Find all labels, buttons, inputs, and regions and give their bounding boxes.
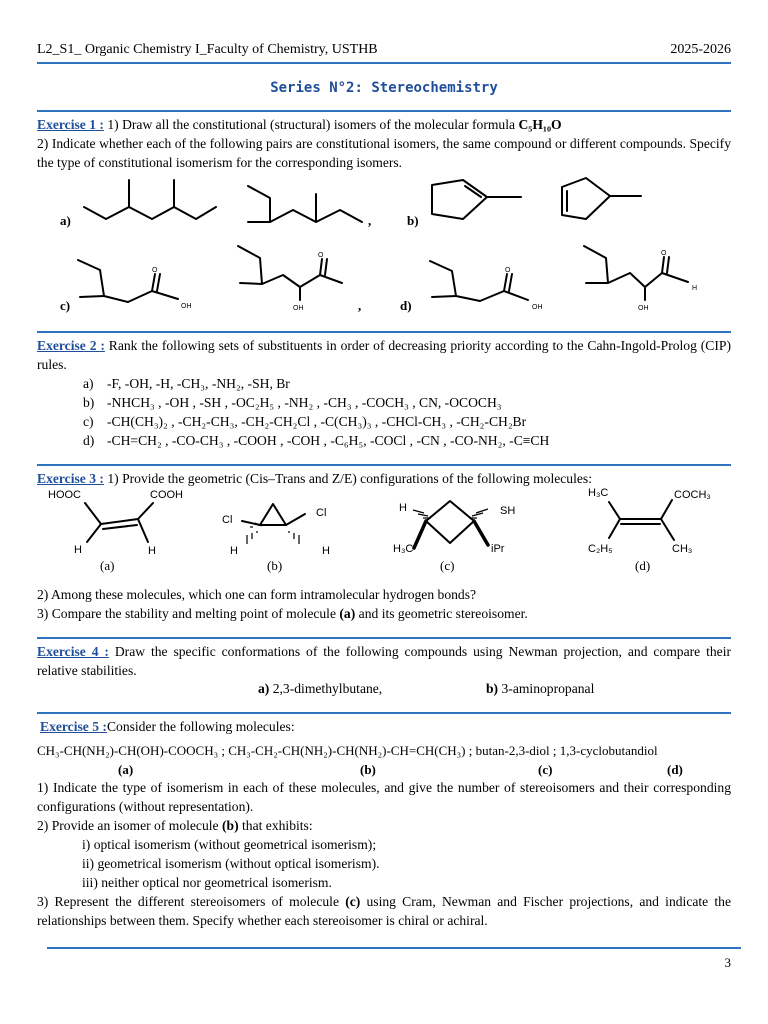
atom-label: H xyxy=(322,545,330,557)
list-item: b) -NHCH₃ , -OH , -SH , -OC₂H₅ , -NH₂ , -CH₃ , -COCH₃ , CN, -OCOCH₃ xyxy=(83,395,502,410)
exercise-1-label: Exercise 1 : xyxy=(37,117,104,132)
header-course: L2_S1_ Organic Chemistry I_Faculty of Chemistry, USTHB xyxy=(37,42,378,57)
exercise-1-text: Exercise 1 : 1) Draw all the constitutional (structural) isomers of the molecular formula C₅H₁₀O 2) Indicate whether each of the following pairs are constitutional isomers, the same compound or different compounds. Specify the type of constitutional isomerism for the corresponding isomers. xyxy=(37,117,731,170)
atom-label: iPr xyxy=(491,543,505,555)
molecule-label-b: (b) xyxy=(360,762,376,777)
page-number: 3 xyxy=(724,955,731,970)
atom-label: C₂H₅ xyxy=(588,543,613,555)
atom-label: H xyxy=(148,545,156,557)
exercise-4-text: Exercise 4 : Draw the specific conformations of the following compounds using Newman projection, and compare their relative stabilities. xyxy=(37,644,731,678)
sub-question: i) optical isomerism (without geometrical isomerism); xyxy=(82,837,377,852)
atom-o: O xyxy=(152,267,158,274)
sub-question: ii) geometrical isomerism (without optical isomerism). xyxy=(82,856,380,871)
pair-label-a: a) xyxy=(60,213,71,228)
atom-o: O xyxy=(661,250,667,257)
pair-comma: , xyxy=(368,213,372,228)
exercise-3-text: Exercise 3 : 1) Provide the geometric (Cis–Trans and Z/E) configurations of the following molecules: xyxy=(37,471,592,486)
pair-label-b: b) xyxy=(407,213,419,228)
atom-label: CH₃ xyxy=(672,543,693,555)
header-year: 2025-2026 xyxy=(670,42,731,57)
molecule-label-d: (d) xyxy=(635,558,651,573)
atom-oh: OH xyxy=(293,305,304,312)
atom-oh: OH xyxy=(181,303,192,310)
atom-label: Cl xyxy=(222,514,233,526)
atom-label: HOOC xyxy=(48,489,81,501)
atom-label: H xyxy=(230,545,238,557)
list-item: c) -CH(CH₃)₂ , -CH₂-CH₃, -CH₂-CH₂Cl , -C(CH₃)₃ , -CHCl-CH₃ , -CH₂-CH₂Br xyxy=(83,414,527,429)
atom-label: H₃C xyxy=(393,543,414,555)
molecule-label-b: (b) xyxy=(267,558,283,573)
molecule-label-c: (c) xyxy=(538,762,553,777)
pair-label-d: d) xyxy=(400,298,412,313)
divider xyxy=(37,712,731,714)
molecular-formula: C₅H₁₀O xyxy=(518,117,562,132)
molecule-label-d: (d) xyxy=(667,762,683,777)
atom-label: SH xyxy=(500,505,516,517)
exercise-2-text: Exercise 2 : Rank the following sets of substituents in order of decreasing priority according to the Cahn-Ingold-Prolog (CIP) rules. xyxy=(37,338,731,372)
compound-a: a) 2,3-dimethylbutane, xyxy=(258,681,383,696)
series-title: Series N°2: Stereochemistry xyxy=(270,80,498,96)
atom-o: O xyxy=(318,252,324,259)
exercise-4-label: Exercise 4 : xyxy=(37,644,109,659)
pair-label-c: c) xyxy=(60,298,71,313)
atom-label: Cl xyxy=(316,507,327,519)
exercise-5-intro: Exercise 5 :Consider the following molecules: xyxy=(40,719,295,734)
atom-label: H xyxy=(74,544,82,556)
atom-h: H xyxy=(692,285,698,292)
atom-label: COOH xyxy=(150,489,183,501)
list-item: d) -CH=CH₂ , -CO-CH₃ , -COOH , -COH , -C₆H₅, -COCl , -CN , -CO-NH₂, -C≡CH xyxy=(83,433,550,448)
molecule-label-a: (a) xyxy=(118,762,134,777)
exercise-3-label: Exercise 3 : xyxy=(37,471,104,486)
exercise-2-label: Exercise 2 : xyxy=(37,338,105,353)
molecule-list: CH₃-CH(NH₂)-CH(OH)-COOCH₃ ; CH₃-CH₂-CH(NH₂)-CH(NH₂)-CH=CH(CH₃) ; butan-2,3-diol ; 1,3-cyclobutandiol xyxy=(37,743,658,758)
list-item: a) -F, -OH, -H, -CH₃, -NH₂, -SH, Br xyxy=(83,376,290,391)
divider xyxy=(37,637,731,639)
footer-rule xyxy=(47,947,741,949)
exercise-3-questions: 2) Among these molecules, which one can form intramolecular hydrogen bonds? 3) Compare the stability and melting point of molecule (a) and its geometric stereoisomer. xyxy=(37,587,528,621)
compound-b: b) 3-aminopropanal xyxy=(486,681,595,696)
exercise-1-q2: 2) Indicate whether each of the following pairs are constitutional isomers, the same compound or different compounds. Specify the type of constitutional isomerism for the corresponding isomers. xyxy=(37,136,731,170)
atom-oh: OH xyxy=(532,304,543,311)
exercise-5-questions: 1) Indicate the type of isomerism in each of these molecules, and give the number of stereoisomers and their corresponding configurations (without representation). 2) Provide an isomer of molecule (b) that exhibits: i) optical isomerism (without geometrical isomerism); ii) geometrical isomerism (without optical isomerism). iii) neither optical nor geometrical isomerism. 3) Represent the different stereoisomers of molecule (c) using Cram, Newman and Fischer projections, and indicate the relationships between them. Specify whether each stereoisomer is chiral or achiral. xyxy=(37,780,732,928)
pair-comma-2: , xyxy=(358,298,362,313)
atom-oh: OH xyxy=(638,305,649,312)
atom-label: COCH₃ xyxy=(674,489,711,501)
molecule-label-c: (c) xyxy=(440,558,455,573)
atom-o: O xyxy=(505,267,511,274)
exercise-5-label: Exercise 5 : xyxy=(40,719,107,734)
atom-label: H₃C xyxy=(588,487,609,499)
atom-label: H xyxy=(399,502,407,514)
molecule-label-a: (a) xyxy=(100,558,115,573)
sub-question: iii) neither optical nor geometrical isomerism. xyxy=(82,875,332,890)
